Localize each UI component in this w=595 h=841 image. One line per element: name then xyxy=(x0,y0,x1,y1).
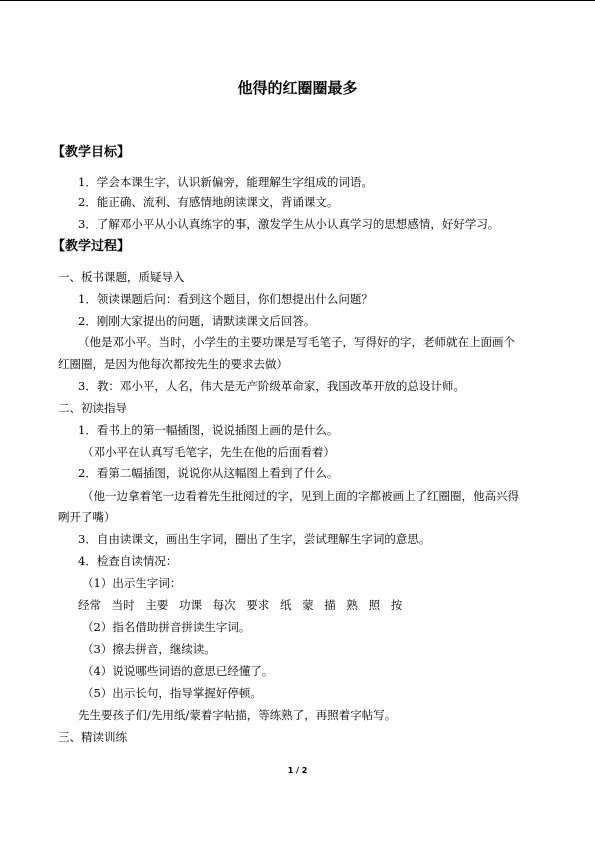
vocab-word: 要求 xyxy=(246,598,270,612)
vocab-word: 纸 xyxy=(279,598,292,612)
vocab-word: 每次 xyxy=(212,598,236,612)
vocab-word: 功课 xyxy=(178,598,202,612)
part2-item-3: 3．自由读课文，画出生字词，圈出了生字，尝试理解生字词的意思。 xyxy=(78,532,431,546)
goal-item-2: 2．能正确、流利、有感情地朗读课文，背诵课文。 xyxy=(78,195,339,209)
long-sentence: 先生要孩子们/先用纸/蒙着字帖描，等练熟了，再照着字帖写。 xyxy=(78,708,397,722)
part2-heading: 二、初读指导 xyxy=(58,401,127,415)
vocab-word: 熟 xyxy=(346,598,358,612)
process-heading: 【教学过程】 xyxy=(52,239,131,254)
document-title: 他得的红圈圈最多 xyxy=(237,79,358,97)
goal-item-1: 1．学会本课生字，认识新偏旁，能理解生字组成的词语。 xyxy=(78,175,373,189)
part2-item-1: 1．看书上的第一幅插图，说说插图上画的是什么。 xyxy=(78,423,339,437)
vocab-word: 当时 xyxy=(111,598,135,612)
part2-note-2-line-1: （他一边拿着笔一边看着先生批阅过的字，见到上面的字都被画上了红圈圈，他高兴得 xyxy=(82,489,519,503)
part2-sub-4: （4）说说哪些词语的意思已经懂了。 xyxy=(82,664,274,678)
part2-sub-2: （2）指名借助拼音拼读生字词。 xyxy=(82,620,251,634)
part2-sub-5: （5）出示长句，指导掌握好停顿。 xyxy=(82,686,262,700)
vocab-word: 照 xyxy=(368,598,381,612)
vocab-word: 主要 xyxy=(145,598,169,612)
part3-heading: 三、精读训练 xyxy=(58,730,127,744)
part1-note-line-1: （他是邓小平。当时，小学生的主要功课是写毛笔子，写得好的字，老师就在上面画个 xyxy=(78,335,515,349)
part1-item-1: 1．领读课题后问：看到这个题目，你们想提出什么问题？ xyxy=(78,292,373,306)
part2-sub-1: （1）出示生字词： xyxy=(82,576,182,590)
goal-item-3: 3．了解邓小平从小认真练字的事，激发学生从小认真学习的思想感情，好好学习。 xyxy=(78,217,500,231)
top-rule xyxy=(0,0,595,1)
vocab-list xyxy=(78,598,409,612)
part2-note-2-line-2: 咧开了嘴） xyxy=(58,510,116,524)
part2-item-2: 2．看第二幅插图，说说你从这幅图上看到了什么。 xyxy=(78,466,339,480)
vocab-word: 经常 xyxy=(78,598,101,612)
vocab-word: 蒙 xyxy=(302,598,314,612)
vocab-word: 按 xyxy=(390,598,403,612)
page-number: 1 / 2 xyxy=(287,766,308,775)
part2-note-1: （邓小平在认真写毛笔字，先生在他的后面看着） xyxy=(82,445,335,459)
part1-item-3: 3．教：邓小平，人名，伟大是无产阶级革命家，我国改革开放的总设计师。 xyxy=(78,379,465,393)
part1-heading: 一、板书课题，质疑导入 xyxy=(58,270,185,284)
part1-item-2: 2．刚刚大家提出的问题，请默读课文后回答。 xyxy=(78,314,316,328)
part2-sub-3: （3）擦去拼音，继续读。 xyxy=(82,642,216,656)
part2-item-4: 4．检查自读情况： xyxy=(78,554,178,568)
vocab-word: 描 xyxy=(324,598,336,612)
part1-note-line-2: 红圈圈，是因为他每次都按先生的要求去做） xyxy=(58,357,288,371)
goals-heading: 【教学目标】 xyxy=(52,145,131,160)
